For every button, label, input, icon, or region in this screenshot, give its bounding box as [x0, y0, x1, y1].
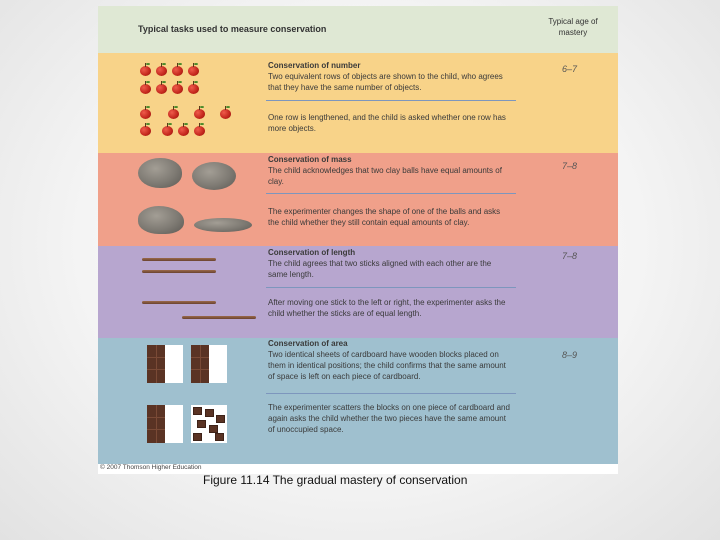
mass-task-text-1: [268, 154, 510, 187]
clay-ball-icon: [192, 162, 236, 190]
length-desc-2: After moving one stick to the left or right, the experimenter asks the child whether the sticks are of equal length.: [268, 298, 506, 318]
apple-icon: [140, 66, 151, 76]
conservation-figure: [98, 6, 618, 474]
number-divider: [266, 100, 516, 101]
clay-ball-icon: [138, 206, 184, 234]
number-desc-1: Two equivalent rows of objects are shown to the child, who agrees that they have the same number of objects.: [268, 72, 503, 92]
length-task-text-1: [268, 247, 510, 280]
area-desc-1: Two identical sheets of cardboard have wooden blocks placed on them in identical positions; the child confirms that the same amount of space is left on each piece of cardboard.: [268, 350, 506, 381]
block-icon: [193, 407, 202, 415]
header-title: Typical tasks used to measure conservation: [138, 24, 327, 34]
apple-icon: [156, 66, 167, 76]
figure-caption: Figure 11.14 The gradual mastery of conservation: [203, 473, 468, 487]
stick-icon: [142, 258, 216, 261]
apple-icon: [172, 84, 183, 94]
block-icon: [197, 420, 206, 428]
apple-icon: [172, 66, 183, 76]
stick-icon: [182, 316, 256, 319]
mass-desc-2: The experimenter changes the shape of one of the balls and asks the child whether they still contain equal amounts of clay.: [268, 207, 501, 227]
clay-ball-icon: [138, 158, 182, 188]
apple-icon: [194, 126, 205, 136]
mass-divider: [266, 193, 516, 194]
stick-icon: [142, 301, 216, 304]
apple-icon: [168, 109, 179, 119]
apple-icon: [178, 126, 189, 136]
length-divider: [266, 287, 516, 288]
clay-flattened-icon: [194, 218, 252, 232]
apple-icon: [140, 126, 151, 136]
number-desc-2: One row is lengthened, and the child is asked whether one row has more objects.: [268, 113, 506, 133]
area-age: 8–9: [562, 350, 578, 360]
copyright-notice: © 2007 Thomson Higher Education: [100, 464, 202, 471]
cardboard-sheet: [147, 345, 183, 383]
blocks-icon: [191, 345, 209, 383]
mass-desc-1: The child acknowledges that two clay balls have equal amounts of clay.: [268, 166, 502, 186]
blocks-icon: [147, 405, 165, 443]
length-title: Conservation of length: [268, 248, 356, 257]
length-age: 7–8: [562, 251, 578, 261]
cardboard-sheet: [147, 405, 183, 443]
number-age: 6–7: [562, 64, 578, 74]
apple-icon: [140, 84, 151, 94]
block-icon: [215, 433, 224, 441]
cardboard-sheet: [191, 345, 227, 383]
area-task-text-1: [268, 338, 510, 382]
apple-icon: [162, 126, 173, 136]
block-icon: [216, 415, 225, 423]
block-icon: [205, 409, 214, 417]
number-task-text-1: [268, 60, 510, 93]
apple-icon: [188, 66, 199, 76]
apple-icon: [140, 109, 151, 119]
apple-icon: [156, 84, 167, 94]
number-title: Conservation of number: [268, 61, 361, 70]
blocks-icon: [147, 345, 165, 383]
area-desc-2: The experimenter scatters the blocks on one piece of cardboard and again asks the child whether the two pieces have the same amount of unoccupied space.: [268, 403, 510, 434]
apple-icon: [220, 109, 231, 119]
stick-icon: [142, 270, 216, 273]
length-desc-1: The child agrees that two sticks aligned with each other are the same length.: [268, 259, 492, 279]
cardboard-sheet-scattered: [191, 405, 227, 443]
header-age-label: Typical age of mastery: [548, 17, 598, 37]
apple-icon: [188, 84, 199, 94]
apple-icon: [194, 109, 205, 119]
block-icon: [209, 425, 218, 433]
area-divider: [266, 393, 516, 394]
mass-age: 7–8: [562, 161, 578, 171]
area-title: Conservation of area: [268, 339, 348, 348]
block-icon: [193, 433, 202, 441]
mass-title: Conservation of mass: [268, 155, 352, 164]
